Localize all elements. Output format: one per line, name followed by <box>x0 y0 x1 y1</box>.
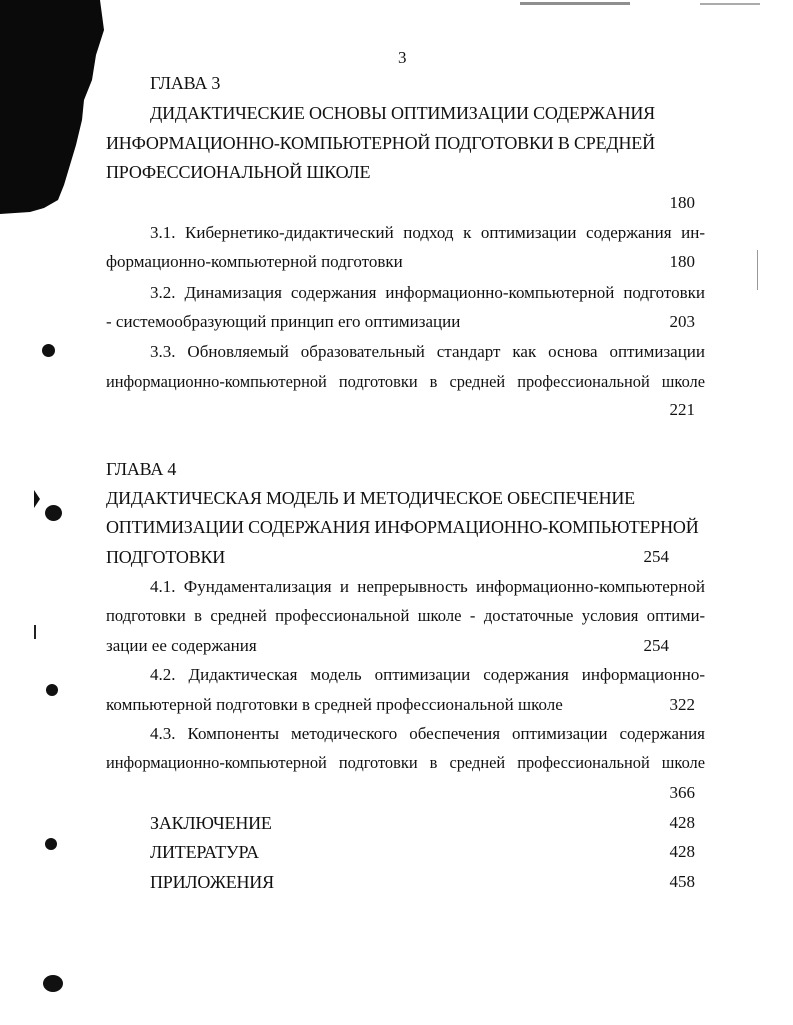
section-4-1-line1: 4.1. Фундаментализация и непрерывность информационно-компьютерной <box>150 577 705 596</box>
punch-hole-5 <box>45 838 57 850</box>
section-3-3-line1: 3.3. Обновляемый образовательный стандарт как основа оптимизации <box>150 342 705 361</box>
scan-line-left <box>34 625 36 639</box>
section-3-1-page: 180 <box>669 252 695 271</box>
punch-mark-2 <box>34 490 40 508</box>
punch-hole-1 <box>42 344 55 357</box>
section-4-3-line1: 4.3. Компоненты методического обеспечения оптимизации содержания <box>150 724 705 743</box>
chapter3-title-line2: ИНФОРМАЦИОННО-КОМПЬЮТЕРНОЙ ПОДГОТОВКИ В СРЕДНЕЙ <box>106 133 655 153</box>
section-4-3-line2: информационно-компьютерной подготовки в средней профессиональной школе <box>106 753 705 772</box>
chapter3-page: 180 <box>669 193 695 212</box>
section-4-2-line1: 4.2. Дидактическая модель оптимизации содержания информационно- <box>150 665 705 684</box>
scan-streak-top <box>520 2 630 5</box>
conclusion-label: ЗАКЛЮЧЕНИЕ <box>150 813 272 833</box>
punch-hole-3 <box>45 505 62 521</box>
literature-label: ЛИТЕРАТУРА <box>150 842 259 862</box>
section-4-1-page: 254 <box>643 636 669 655</box>
section-3-1-line1: 3.1. Кибернетико-дидактический подход к оптимизации содержания ин- <box>150 223 705 242</box>
section-3-2-line2: - системообразующий принцип его оптимизации <box>106 312 461 331</box>
section-3-3-page: 221 <box>669 400 695 419</box>
punch-hole-4 <box>46 684 58 696</box>
section-4-2-page: 322 <box>669 695 695 714</box>
punch-hole-6 <box>43 975 63 992</box>
conclusion-page: 428 <box>669 813 695 832</box>
chapter4-title-line2: ОПТИМИЗАЦИИ СОДЕРЖАНИЯ ИНФОРМАЦИОННО-КОМПЬЮТЕРНОЙ <box>106 517 699 537</box>
section-4-3-page: 366 <box>669 783 695 802</box>
literature-page: 428 <box>669 842 695 861</box>
scan-line-right <box>757 250 758 290</box>
chapter3-label: ГЛАВА 3 <box>150 73 221 93</box>
section-4-1-line2: подготовки в средней профессиональной школе - достаточные условия оптими- <box>106 606 705 625</box>
chapter4-title-line3: ПОДГОТОВКИ <box>106 547 226 567</box>
page-number: 3 <box>398 48 407 67</box>
section-4-1-line3: зации ее содержания <box>106 636 257 655</box>
section-3-3-line2: информационно-компьютерной подготовки в средней профессиональной школе <box>106 372 705 391</box>
scan-streak-top-right <box>700 3 760 5</box>
appendices-page: 458 <box>669 872 695 891</box>
chapter4-label: ГЛАВА 4 <box>106 459 177 479</box>
section-4-2-line2: компьютерной подготовки в средней профессиональной школе <box>106 695 563 714</box>
chapter3-title-line1: ДИДАКТИЧЕСКИЕ ОСНОВЫ ОПТИМИЗАЦИИ СОДЕРЖАНИЯ <box>150 103 655 123</box>
chapter3-title-line3: ПРОФЕССИОНАЛЬНОЙ ШКОЛЕ <box>106 162 371 182</box>
section-3-1-line2: формационно-компьютерной подготовки <box>106 252 403 271</box>
chapter4-title-line1: ДИДАКТИЧЕСКАЯ МОДЕЛЬ И МЕТОДИЧЕСКОЕ ОБЕСПЕЧЕНИЕ <box>106 488 635 508</box>
chapter4-page: 254 <box>643 547 669 566</box>
section-3-2-line1: 3.2. Динамизация содержания информационно-компьютерной подготовки <box>150 283 705 302</box>
appendices-label: ПРИЛОЖЕНИЯ <box>150 872 274 892</box>
section-3-2-page: 203 <box>669 312 695 331</box>
torn-edge-shadow <box>0 0 120 230</box>
